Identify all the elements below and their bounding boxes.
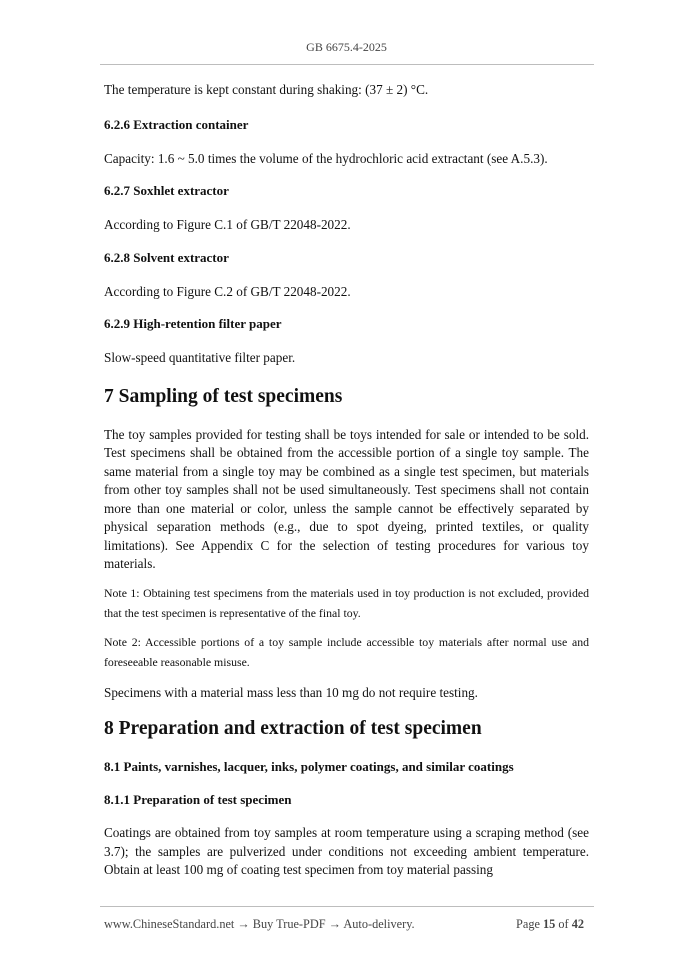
- footer-divider: [100, 906, 594, 907]
- heading-6-2-7: 6.2.7 Soxhlet extractor: [104, 183, 229, 198]
- paragraph-6-2-8: According to Figure C.2 of GB/T 22048-2022.: [104, 283, 351, 299]
- heading-section-8: 8 Preparation and extraction of test specimen: [104, 718, 482, 739]
- page-total: 42: [571, 917, 584, 931]
- paragraph-6-2-9: Slow-speed quantitative filter paper.: [104, 350, 296, 365]
- heading-6-2-6: 6.2.6 Extraction container: [104, 116, 249, 132]
- paragraph-section-7: The toy samples provided for testing shall be toys intended for sale or intended to be sold. Test specimens shall be obtained from the accessible portion of a single toy sample. The same material from a single toy may be combined as a single test specimen, but materials from other toy samples shall not be used simultaneously. Test specimens shall not contain more than one material or color, unless the sample cannot be effectively separated by physical separation methods (e.g., due to spot dyeing, printed textiles, or quality limitations). See Appendix C for the selection of testing procedures for various toy materials.: [104, 426, 589, 571]
- heading-section-7: 7 Sampling of test specimens: [104, 385, 343, 407]
- paragraph-6-2-7: According to Figure C.1 of GB/T 22048-2022.: [104, 217, 351, 232]
- paragraph-6-2-6: Capacity: 1.6 ~ 5.0 times the volume of the hydrochloric acid extractant (see A.5.3).: [104, 150, 548, 166]
- heading-8-1: 8.1 Paints, varnishes, lacquer, inks, polymer coatings, and similar coatings: [104, 759, 514, 774]
- footer-links: [104, 917, 415, 932]
- note-2: Note 2: Accessible portions of a toy sample include accessible toy materials after normal use and foreseeable reasonable misuse.: [104, 634, 589, 669]
- paragraph-temperature: The temperature is kept constant during shaking: (37 ± 2) °C.: [104, 82, 429, 97]
- page-indicator: [516, 917, 584, 932]
- note-1: Note 1: Obtaining test specimens from the materials used in toy production is not excluded, provided that the test specimen is representative of the final toy.: [104, 585, 589, 620]
- buy-true-pdf-link[interactable]: Buy True-PDF: [252, 917, 326, 931]
- paragraph-8-1-1: Coatings are obtained from toy samples at room temperature using a scraping method (see 3.7); the samples are pulverized under conditions not exceeding ambient temperature. Obtain at least 100 mg of coating test specimen from toy material passing: [104, 825, 589, 877]
- page-header: GB 6675.4-2025: [306, 40, 387, 54]
- heading-6-2-9: 6.2.9 High-retention filter paper: [104, 316, 282, 331]
- page-number: 15: [543, 917, 556, 931]
- document-body: [104, 81, 589, 880]
- of-label: of: [558, 917, 569, 931]
- heading-6-2-8: 6.2.8 Solvent extractor: [104, 249, 229, 265]
- page-label: Page: [516, 917, 540, 931]
- arrow-right-icon: →: [237, 917, 250, 931]
- header-divider: [100, 64, 594, 65]
- heading-8-1-1: 8.1.1 Preparation of test specimen: [104, 792, 292, 807]
- paragraph-mass: Specimens with a material mass less than 10 mg do not require testing.: [104, 684, 478, 700]
- website-link[interactable]: www.ChineseStandard.net: [104, 917, 235, 931]
- arrow-right-icon: →: [328, 917, 341, 931]
- auto-delivery-text: Auto-delivery.: [343, 917, 415, 931]
